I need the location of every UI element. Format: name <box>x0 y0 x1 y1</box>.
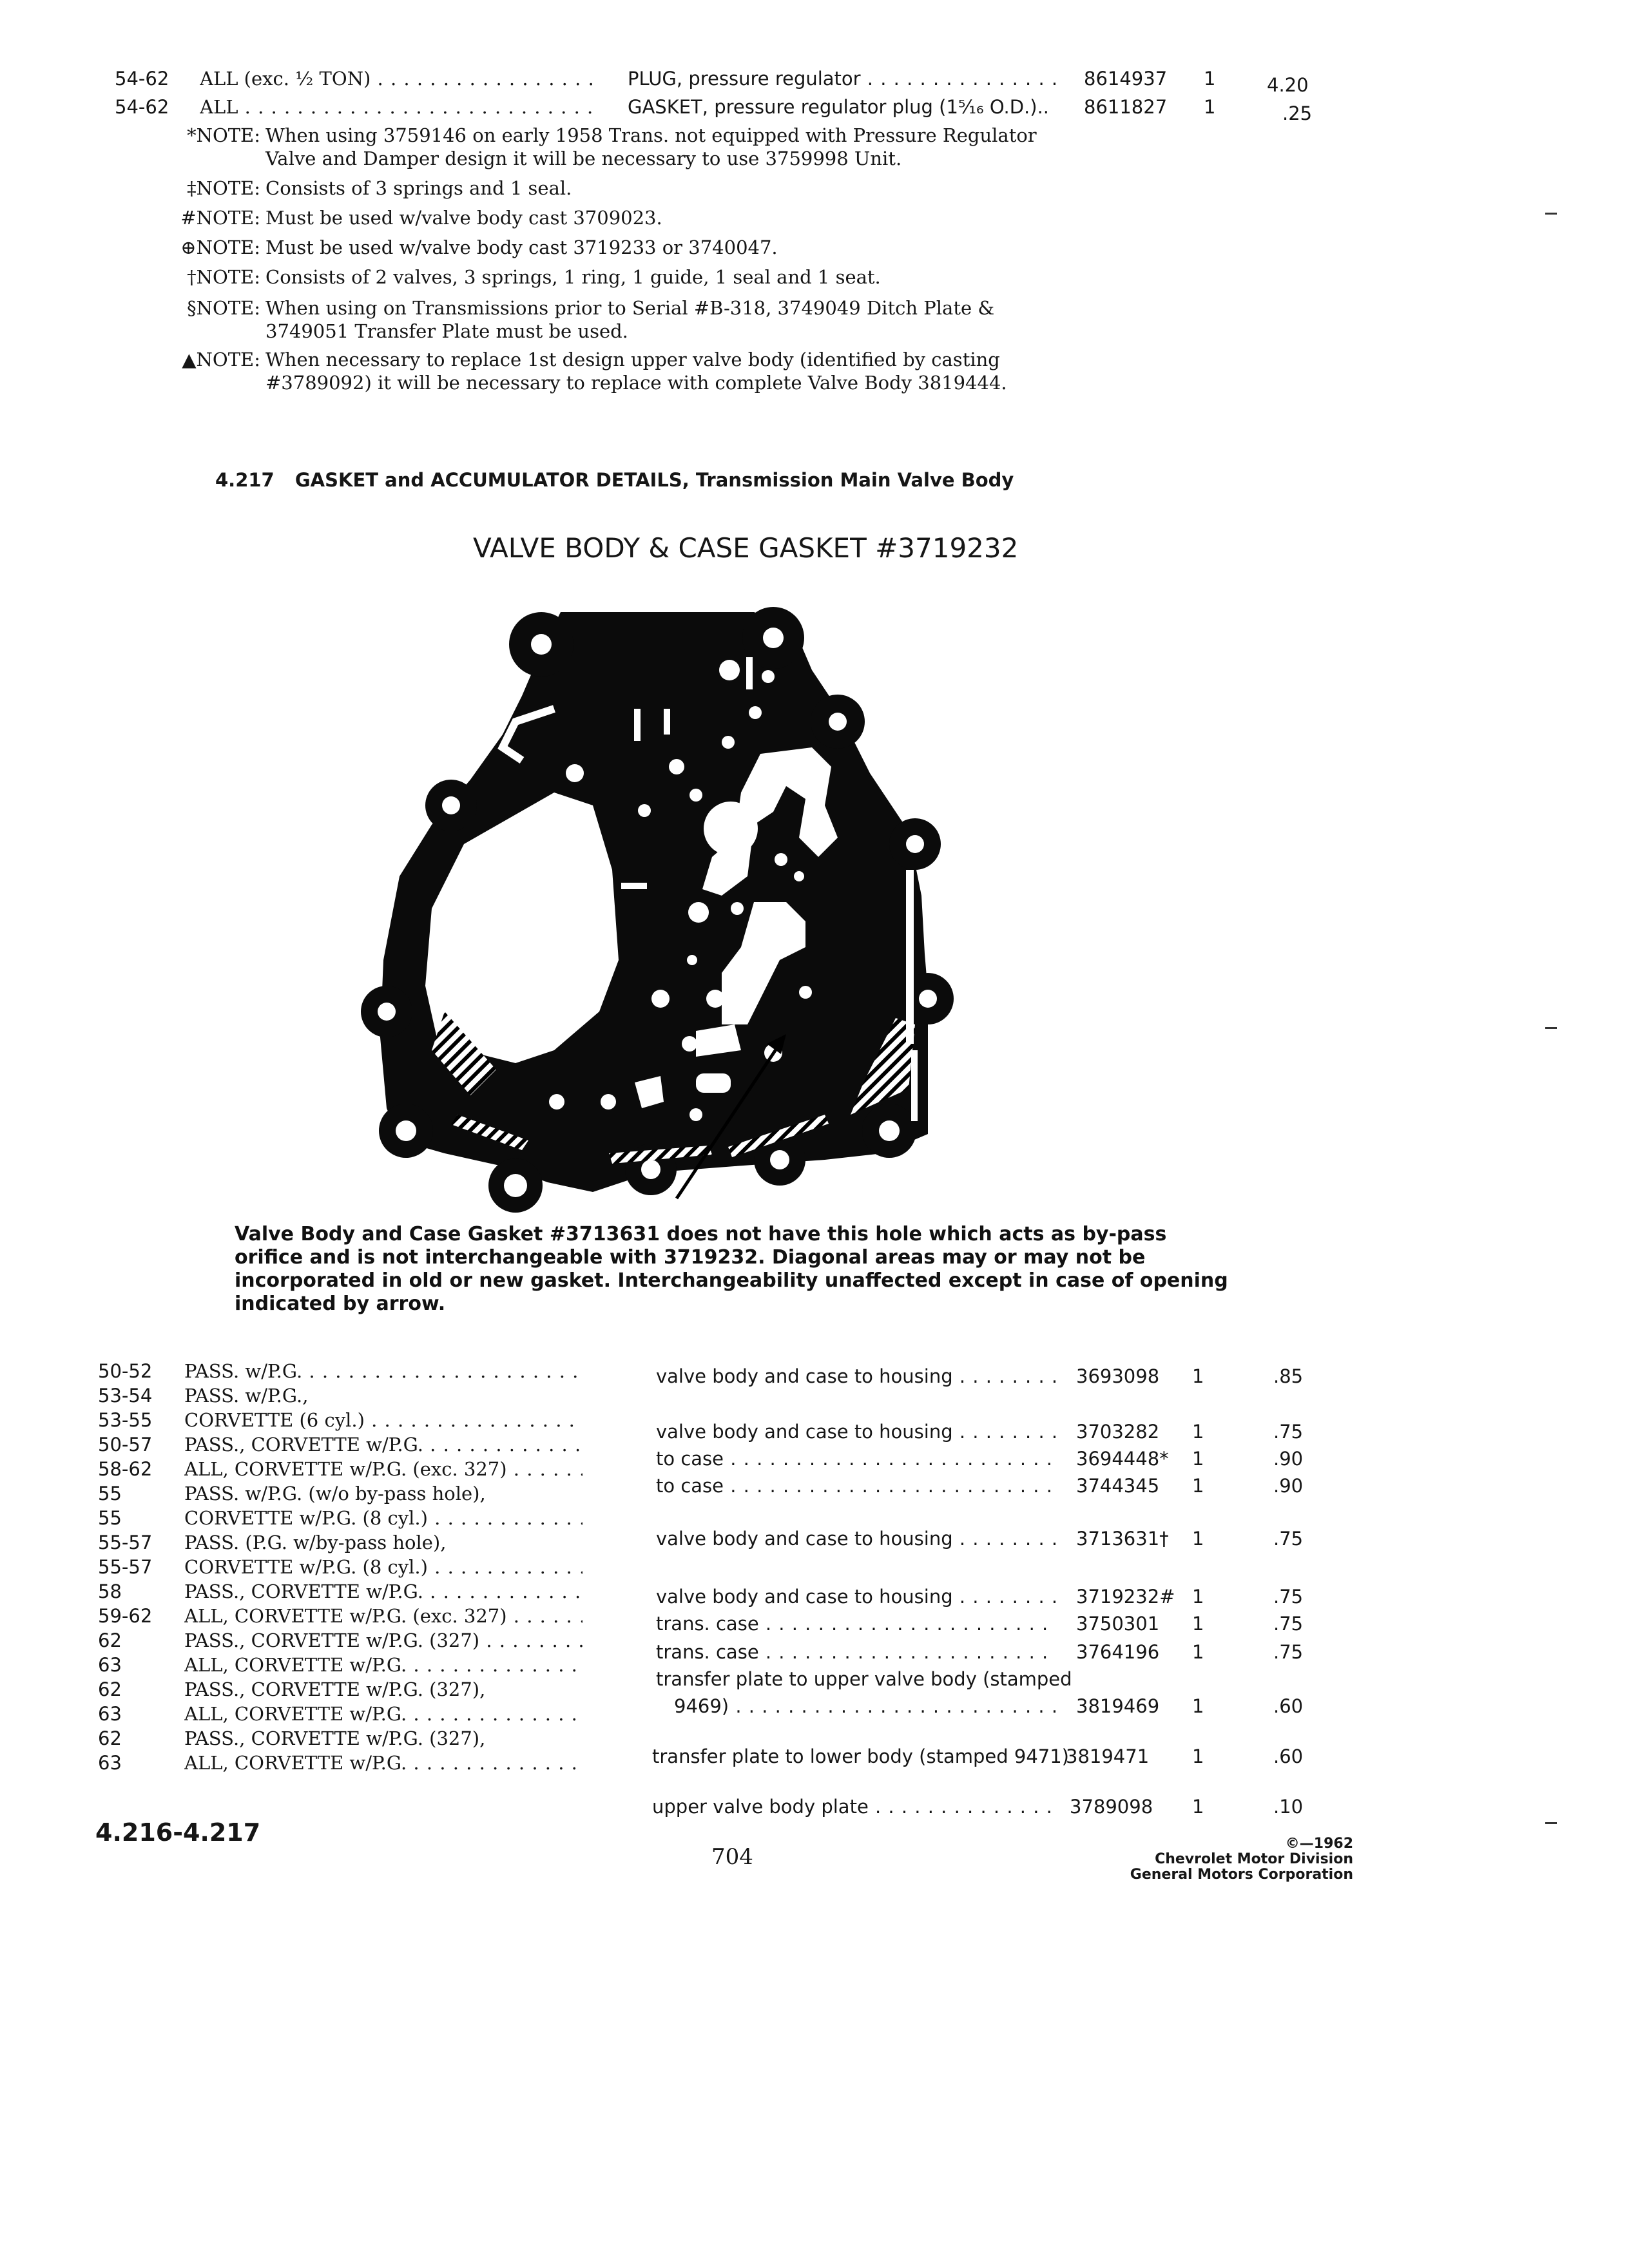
quantity-cell: 1 <box>1192 1365 1204 1387</box>
scan-mark <box>1545 1822 1557 1824</box>
application-cell: ALL, CORVETTE w/P.G. . . . <box>184 1653 583 1677</box>
description-cell: 9469) . . . <box>674 1695 1055 1718</box>
part-number-cell: 3693098 <box>1076 1365 1160 1387</box>
price-cell: .10 <box>1273 1796 1304 1818</box>
section-number: 4.217 <box>215 469 275 491</box>
years-cell: 54-62 <box>115 68 169 90</box>
table-row <box>0 1365 1629 1393</box>
application-cell: CORVETTE w/P.G. (8 cyl.) . . . <box>184 1555 583 1579</box>
quantity-cell: 1 <box>1192 1475 1204 1497</box>
price-cell: .90 <box>1273 1475 1304 1497</box>
application-cell: CORVETTE (6 cyl.) . . . <box>184 1408 583 1432</box>
quantity-cell: 1 <box>1204 96 1216 118</box>
application-cell: ALL (exc. ½ TON) . . . <box>200 67 593 90</box>
note-item <box>180 236 1075 259</box>
application-cell: PASS. w/P.G. (w/o by-pass hole), <box>184 1483 486 1504</box>
division-name: Chevrolet Motor Division <box>1155 1851 1353 1867</box>
note-label: §NOTE: <box>187 297 260 319</box>
copyright: ©—1962 <box>1285 1836 1353 1852</box>
price-cell: .60 <box>1273 1745 1304 1767</box>
note-label: *NOTE: <box>187 124 260 146</box>
description-cell: transfer plate to lower body (stamped 9471) <box>652 1745 1069 1767</box>
years-cell: 62 <box>98 1678 122 1700</box>
description-cell: valve body and case to housing . . . <box>656 1420 1055 1443</box>
note-item <box>187 265 1075 289</box>
application-cell: PASS., CORVETTE w/P.G. . . . <box>184 1433 583 1456</box>
table-row <box>0 1447 1629 1475</box>
table-row <box>0 1612 1629 1640</box>
note-item <box>187 296 1075 343</box>
years-cell: 55 <box>98 1507 122 1529</box>
part-number-cell: 3713631† <box>1076 1528 1169 1550</box>
application-cell: ALL, CORVETTE w/P.G. (exc. 327) . . . <box>184 1457 583 1481</box>
description-cell: PLUG, pressure regulator . . . <box>628 67 1063 90</box>
table-row <box>0 95 1629 124</box>
scan-mark <box>1545 1027 1557 1029</box>
note-item <box>182 348 1075 394</box>
years-cell: 63 <box>98 1752 122 1774</box>
years-cell: 63 <box>98 1654 122 1676</box>
part-number-cell: 3750301 <box>1076 1613 1160 1635</box>
table-row <box>0 1420 1629 1448</box>
quantity-cell: 1 <box>1192 1641 1204 1663</box>
years-cell: 53-55 <box>98 1409 153 1431</box>
years-cell: 59-62 <box>98 1605 153 1627</box>
part-number-cell: 3789098 <box>1070 1796 1153 1818</box>
price-cell: .75 <box>1273 1586 1304 1608</box>
price-cell: .75 <box>1273 1421 1304 1443</box>
table-row <box>0 1474 1629 1503</box>
part-number-cell: 3819469 <box>1076 1695 1160 1717</box>
price-cell: .75 <box>1273 1613 1304 1635</box>
description-cell: trans. case . . . <box>656 1640 1055 1664</box>
application-cell: PASS. w/P.G. . . . <box>184 1360 583 1383</box>
description-cell: to case . . . <box>656 1447 1055 1470</box>
quantity-cell: 1 <box>1192 1528 1204 1550</box>
quantity-cell: 1 <box>1192 1796 1204 1818</box>
years-cell: 50-52 <box>98 1360 153 1382</box>
application-cell: ALL, CORVETTE w/P.G. . . . <box>184 1702 583 1725</box>
price-cell: .85 <box>1273 1365 1304 1387</box>
figure-title: VALVE BODY & CASE GASKET #3719232 <box>473 532 1019 564</box>
note-text: When necessary to replace 1st design upper valve body (identified by casting #3789092) it will be necessary to replace with complete Valve Body 3819444. <box>265 349 1007 394</box>
years-cell: 55 <box>98 1483 122 1504</box>
table-row <box>0 67 1629 95</box>
part-number-cell: 3744345 <box>1076 1475 1160 1497</box>
part-number-cell: 3819471 <box>1066 1745 1150 1767</box>
price-cell: .75 <box>1273 1641 1304 1663</box>
application-cell: ALL, CORVETTE w/P.G. . . . <box>184 1751 583 1774</box>
years-cell: 53-54 <box>98 1385 153 1407</box>
application-cell: PASS. (P.G. w/by-pass hole), <box>184 1532 447 1553</box>
application-cell: CORVETTE w/P.G. (8 cyl.) . . . <box>184 1506 583 1530</box>
note-label: ‡NOTE: <box>187 177 260 199</box>
note-text: Must be used w/valve body cast 3719233 or 3740047. <box>265 236 778 258</box>
note-label: ⊕NOTE: <box>180 236 260 258</box>
right-edge-slot <box>906 870 914 1044</box>
note-text: When using on Transmissions prior to Serial #B-318, 3749049 Ditch Plate & 3749051 Transfer Plate must be used. <box>265 297 995 342</box>
part-number-cell: 3719232# <box>1076 1586 1175 1608</box>
application-cell: PASS. w/P.G., <box>184 1385 309 1407</box>
part-number-cell: 3764196 <box>1076 1641 1160 1663</box>
note-item <box>180 206 1075 229</box>
part-number-cell: 3694448* <box>1076 1448 1169 1470</box>
description-cell: trans. case . . . <box>656 1612 1055 1635</box>
application-cell: PASS., CORVETTE w/P.G. . . . <box>184 1580 583 1603</box>
corporation-name: General Motors Corporation <box>1130 1867 1353 1883</box>
price-cell: .90 <box>1273 1448 1304 1470</box>
note-text: Consists of 2 valves, 3 springs, 1 ring, 1 guide, 1 seal and 1 seat. <box>265 266 881 288</box>
description-cell: to case . . . <box>656 1474 1055 1497</box>
page-number: 704 <box>711 1844 753 1870</box>
years-cell: 54-62 <box>115 96 169 118</box>
years-cell: 50-57 <box>98 1434 153 1456</box>
price-cell: .60 <box>1273 1695 1304 1717</box>
application-cell: PASS., CORVETTE w/P.G. (327), <box>184 1678 486 1700</box>
section-title: GASKET and ACCUMULATOR DETAILS, Transmission Main Valve Body <box>294 469 1014 491</box>
note-item <box>187 124 1075 170</box>
publisher-block <box>1057 1836 1353 1883</box>
description-cell: valve body and case to housing . . . <box>656 1365 1055 1388</box>
description-cell: valve body and case to housing . . . <box>656 1585 1055 1608</box>
quantity-cell: 1 <box>1204 68 1216 90</box>
description-cell: GASKET, pressure regulator plug (1⁵⁄₁₆ O.D.).. <box>628 96 1050 118</box>
gasket-diagram <box>361 599 1057 1218</box>
application-cell: PASS., CORVETTE w/P.G. (327) . . . <box>184 1629 583 1652</box>
section-range: 4.216-4.217 <box>95 1818 261 1847</box>
quantity-cell: 1 <box>1192 1586 1204 1608</box>
quantity-cell: 1 <box>1192 1613 1204 1635</box>
part-number-cell: 8611827 <box>1084 96 1168 118</box>
part-number-cell: 8614937 <box>1084 68 1168 90</box>
years-cell: 58-62 <box>98 1458 153 1480</box>
years-cell: 62 <box>98 1727 122 1749</box>
price-cell: 4.20 <box>1267 74 1309 96</box>
table-row <box>0 1745 1629 1773</box>
scan-mark <box>1545 213 1557 215</box>
part-number-cell: 3703282 <box>1076 1421 1160 1443</box>
description-cell: valve body and case to housing . . . <box>656 1527 1055 1550</box>
price-cell: .75 <box>1273 1528 1304 1550</box>
quantity-cell: 1 <box>1192 1448 1204 1470</box>
years-cell: 55-57 <box>98 1532 153 1553</box>
description-cell: transfer plate to upper valve body (stamped <box>656 1668 1072 1690</box>
price-cell: .25 <box>1282 102 1313 124</box>
application-cell: ALL . . . <box>200 95 593 119</box>
table-row <box>0 1695 1629 1723</box>
table-row <box>0 1667 1629 1696</box>
years-cell: 58 <box>98 1581 122 1602</box>
figure-caption: Valve Body and Case Gasket #3713631 does not have this hole which acts as by-pass orifice and is not interchangeable with 3719232. Diagonal areas may or may not be incorporated in old or new gasket. Interchangeability unaffected except in case of opening indicated by arrow. <box>235 1223 1228 1315</box>
note-label: ▲NOTE: <box>182 349 260 370</box>
note-text: When using 3759146 on early 1958 Trans. not equipped with Pressure Regulator Valve and Damper design it will be necessary to use 3759998 Unit. <box>265 124 1037 169</box>
years-cell: 55-57 <box>98 1556 153 1578</box>
note-item <box>187 177 1075 200</box>
years-cell: 62 <box>98 1629 122 1651</box>
quantity-cell: 1 <box>1192 1421 1204 1443</box>
description-cell: upper valve body plate . . . <box>652 1795 1055 1818</box>
table-row <box>0 1640 1629 1669</box>
note-label: †NOTE: <box>187 266 260 288</box>
quantity-cell: 1 <box>1192 1695 1204 1717</box>
table-row <box>0 1585 1629 1613</box>
right-edge-slot-lower <box>911 1050 918 1121</box>
note-text: Consists of 3 springs and 1 seal. <box>265 177 572 199</box>
note-text: Must be used w/valve body cast 3709023. <box>265 207 662 229</box>
application-cell: PASS., CORVETTE w/P.G. (327), <box>184 1727 486 1749</box>
note-label: #NOTE: <box>180 207 260 229</box>
quantity-cell: 1 <box>1192 1745 1204 1767</box>
years-cell: 63 <box>98 1703 122 1725</box>
section-heading <box>215 469 1014 491</box>
application-cell: ALL, CORVETTE w/P.G. (exc. 327) . . . <box>184 1604 583 1628</box>
table-row <box>0 1527 1629 1555</box>
